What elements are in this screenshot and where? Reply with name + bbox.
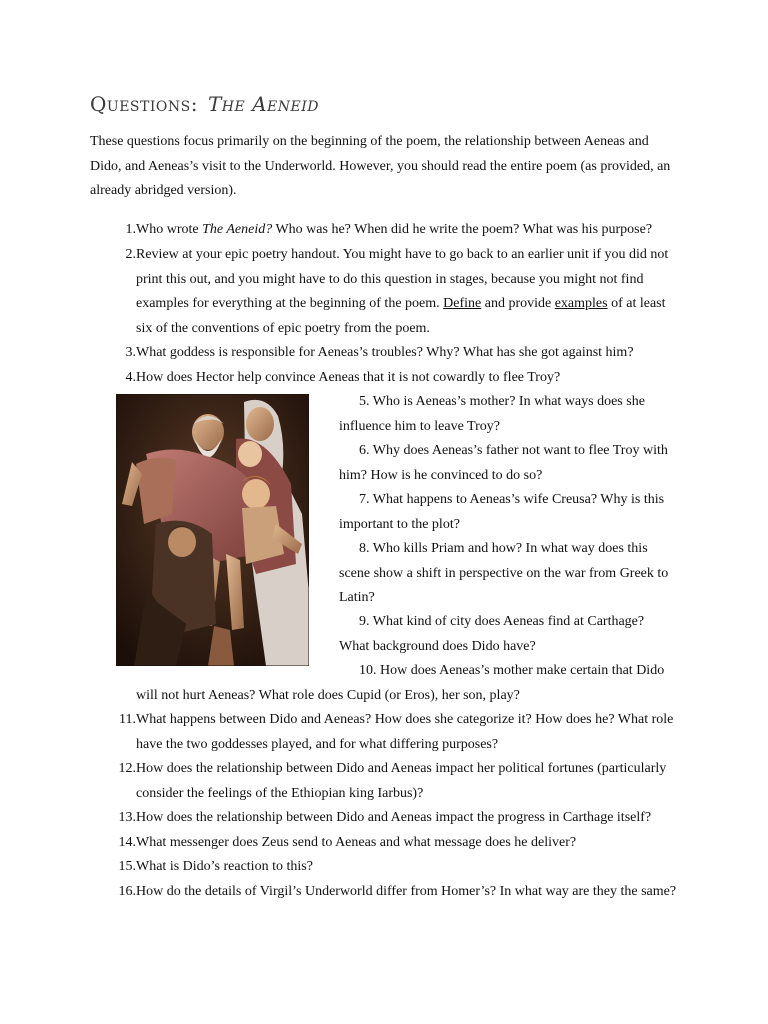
question-text: What messenger does Zeus send to Aeneas and what message does he deliver?: [136, 835, 577, 850]
question-5: [339, 390, 678, 439]
title-prefix: Questions:: [90, 92, 198, 116]
question-number: 4.: [125, 370, 136, 385]
page-title: [90, 92, 319, 116]
question-number: 14.: [118, 835, 136, 850]
question-line: 7. What happens to Aeneas’s wife Creusa? Why is this: [359, 492, 665, 507]
question-number: 15.: [118, 859, 136, 874]
intro-paragraph: These questions focus primarily on the beginning of the poem, the relationship between Aeneas and Dido, and Aeneas’s visit to the Underworld. However, you should read the entire poem (as provided, an already abridged version).: [90, 134, 671, 198]
question-line: Review at your epic poetry handout. You might have to go back to an earlier unit if you did not: [136, 247, 669, 262]
question-number: 12.: [118, 761, 136, 776]
question-line: important to the plot?: [339, 516, 460, 532]
question-number: 13.: [118, 810, 136, 825]
question-line: 6. Why does Aeneas’s father not want to flee Troy with: [359, 443, 668, 458]
question-line: examples for everything at the beginning of the poem. Define and provide examples of at least: [136, 296, 666, 311]
question-line: influence him to leave Troy?: [339, 418, 500, 434]
question-line: six of the conventions of epic poetry from the poem.: [136, 320, 430, 336]
question-number: 1.: [125, 222, 136, 237]
question-10: [136, 659, 678, 708]
question-7: [339, 488, 678, 537]
question-8: [339, 537, 678, 611]
question-line: 9. What kind of city does Aeneas find at Carthage?: [359, 614, 645, 629]
question-line: scene show a shift in perspective on the war from Greek to: [339, 565, 669, 581]
question-number: 11.: [119, 712, 136, 727]
question-line: print this out, and you might have to do this question in stages, because you might not find: [136, 271, 644, 287]
examples-underlined: examples: [554, 296, 608, 311]
question-line: will not hurt Aeneas? What role does Cupid (or Eros), her son, play?: [136, 687, 520, 703]
question-number: 3.: [125, 345, 136, 360]
question-line: 5. Who is Aeneas’s mother? In what ways does she: [359, 394, 645, 409]
question-line: Latin?: [339, 590, 375, 605]
question-9: [339, 610, 678, 659]
question-text: What is Dido’s reaction to this?: [136, 859, 313, 874]
question-line: consider the feelings of the Ethiopian king Iarbus)?: [136, 785, 424, 801]
question-number: 16.: [118, 884, 136, 899]
question-line: What happens between Dido and Aeneas? How does she categorize it? How does he? What role: [136, 712, 674, 727]
aeneas-fleeing-troy-painting: [116, 394, 309, 666]
question-line: 10. How does Aeneas’s mother make certain that Dido: [359, 663, 665, 678]
question-line: What background does Dido have?: [339, 638, 536, 654]
question-text: How do the details of Virgil’s Underworld differ from Homer’s? In what way are they the same?: [136, 884, 677, 899]
question-line: 8. Who kills Priam and how? In what way does this: [359, 541, 648, 556]
question-line: have the two goddesses played, and for what differing purposes?: [136, 736, 499, 752]
question-text: How does the relationship between Dido and Aeneas impact the progress in Carthage itself?: [136, 810, 652, 825]
question-line: him? How is he convinced to do so?: [339, 467, 543, 483]
question-number: 2.: [125, 247, 136, 262]
question-6: [339, 439, 678, 488]
question-text: What goddess is responsible for Aeneas’s troubles? Why? What has she got against him?: [136, 345, 634, 360]
work-title: The Aeneid?: [202, 222, 273, 237]
question-line: How does the relationship between Dido and Aeneas impact her political fortunes (particularly: [136, 761, 667, 776]
define-underlined: Define: [443, 296, 482, 311]
title-work: The Aeneid: [207, 92, 319, 116]
question-text: How does Hector help convince Aeneas that it is not cowardly to flee Troy?: [136, 370, 561, 385]
question-text: Who wrote The Aeneid? Who was he? When did he write the poem? What was his purpose?: [136, 222, 653, 237]
